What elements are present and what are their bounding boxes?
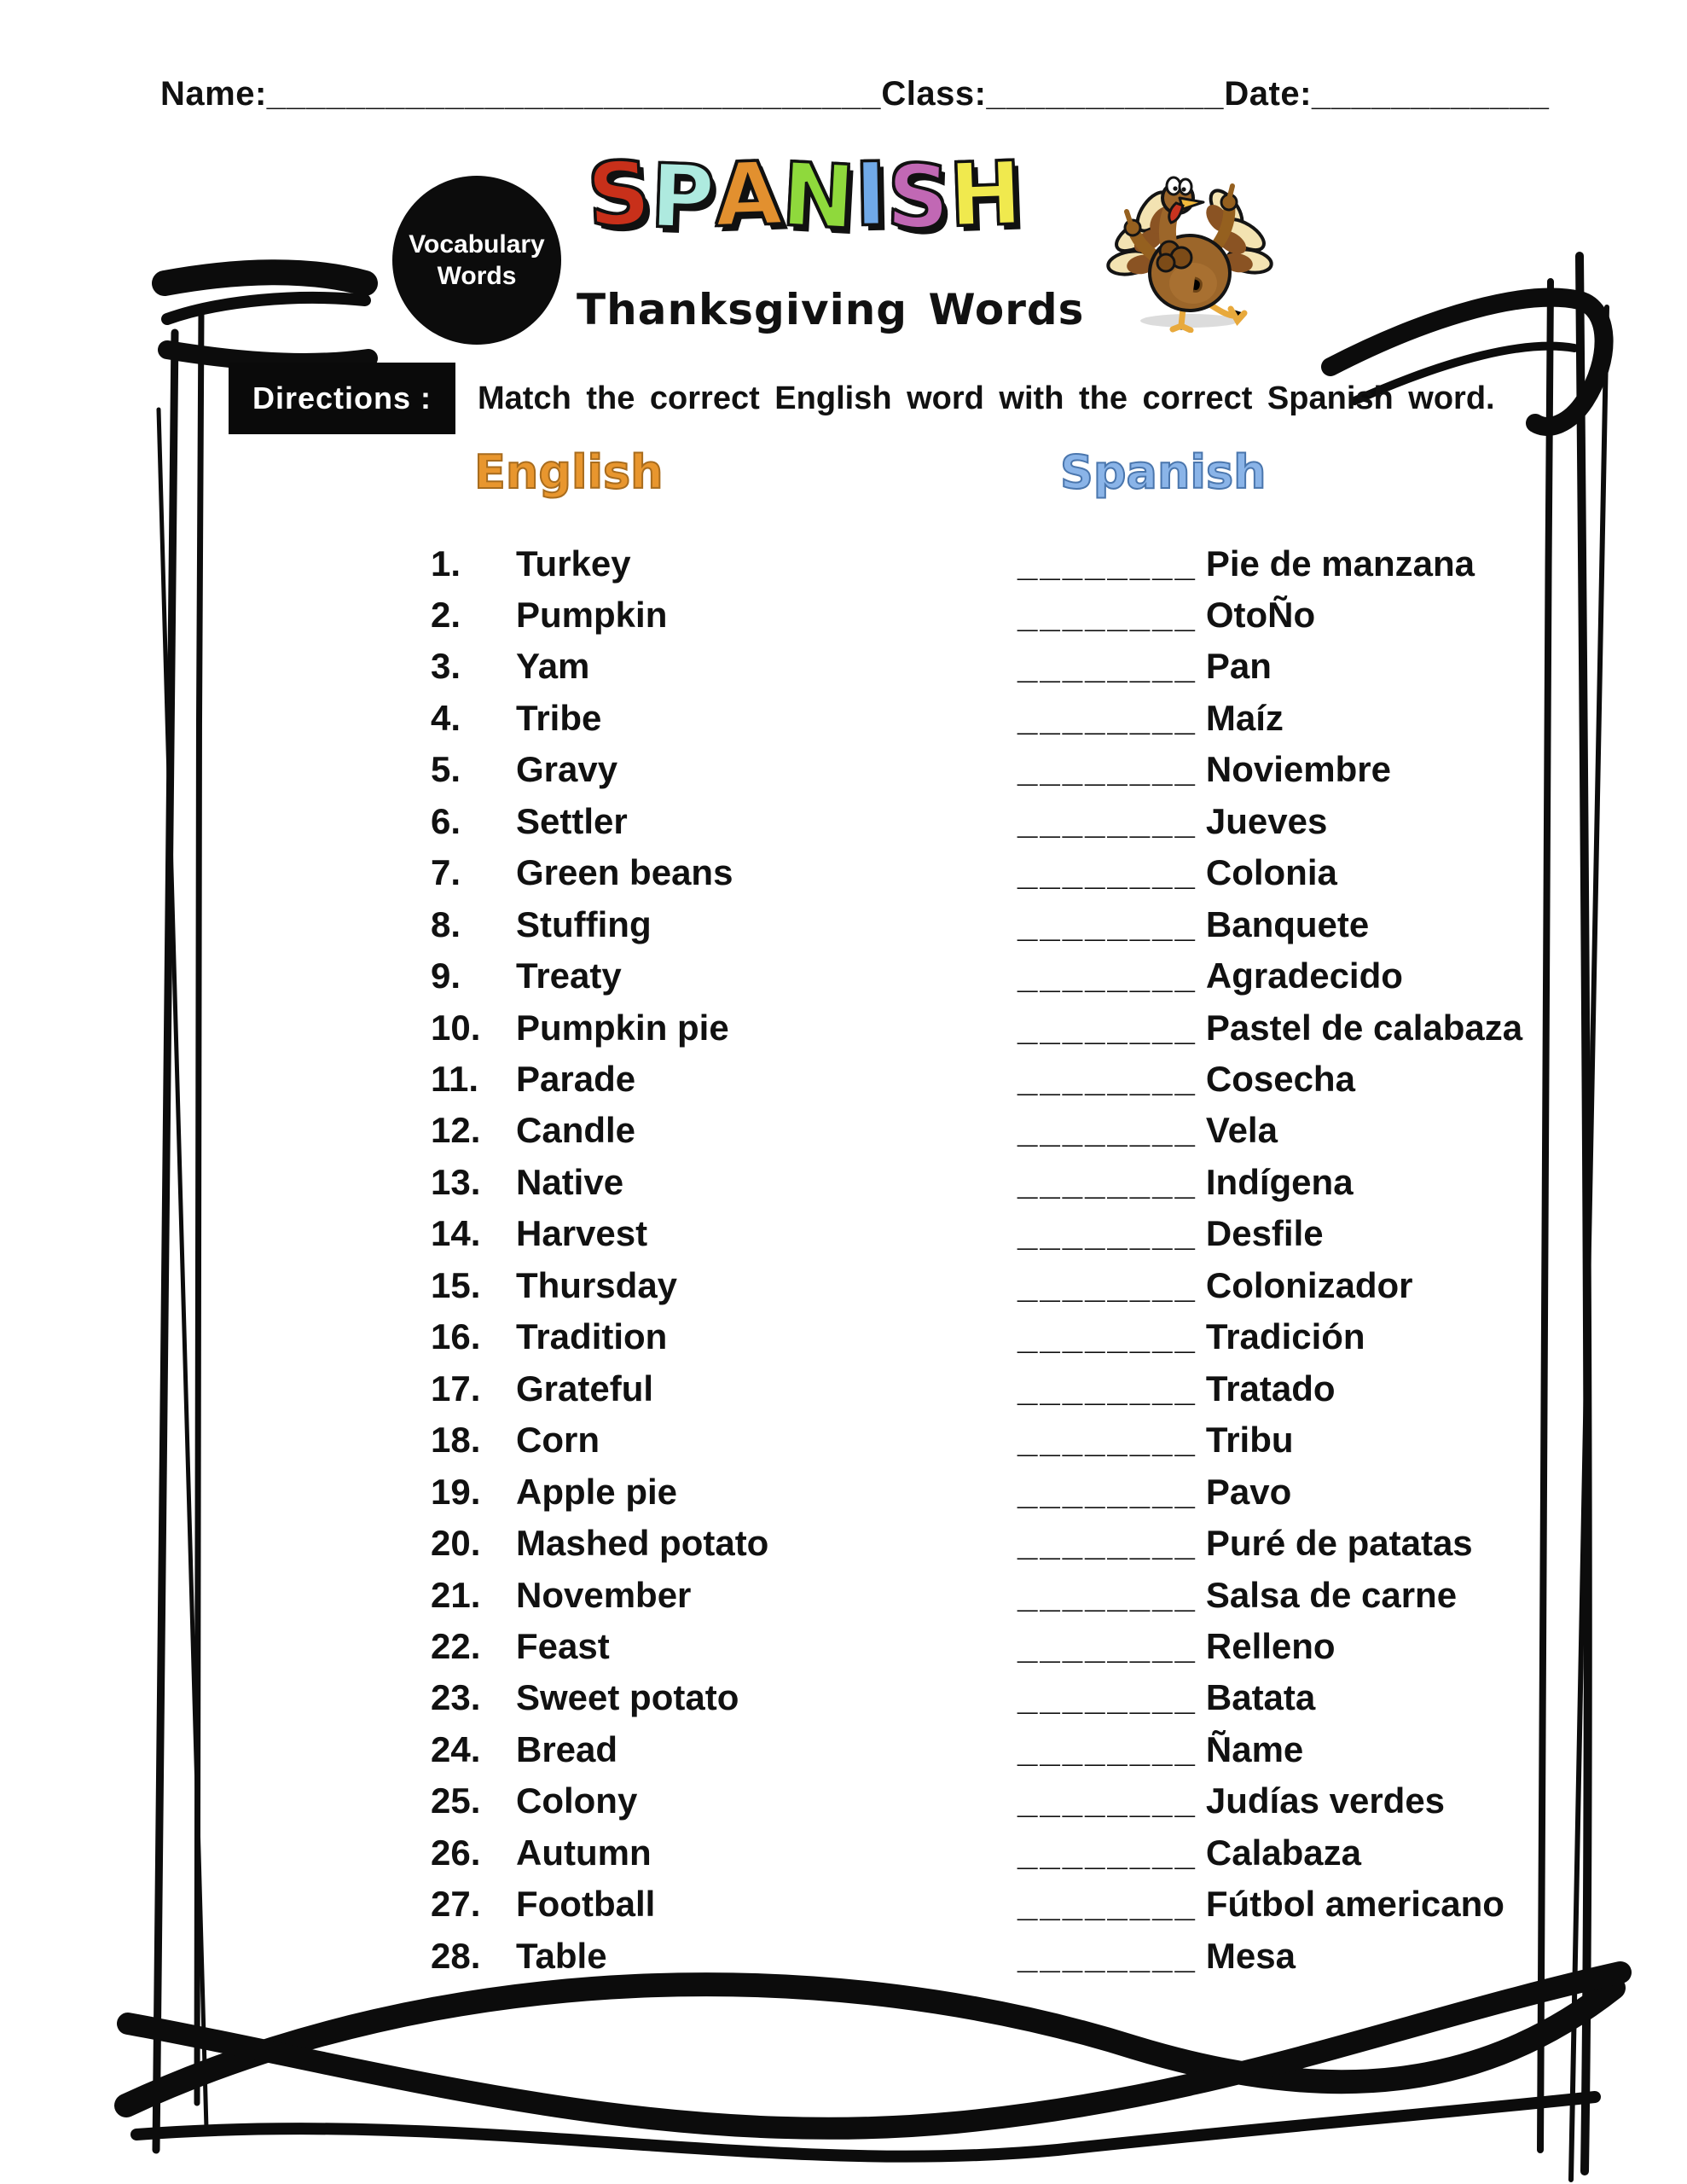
spanish-word: Colonia: [1205, 852, 1337, 893]
row-number: 11.: [431, 1059, 479, 1099]
row-number: 15.: [431, 1264, 481, 1305]
vocabulary-words-badge: [392, 176, 561, 345]
word-row: [431, 795, 1625, 847]
row-number: 28.: [431, 1935, 481, 1976]
word-row: [431, 898, 1625, 950]
spanish-word: Desfile: [1205, 1213, 1324, 1254]
word-row: [431, 744, 1625, 796]
word-row: [431, 1620, 1625, 1672]
spanish-word: Ñame: [1205, 1728, 1304, 1769]
student-info-header: [160, 75, 1559, 113]
english-word: Stuffing: [516, 903, 652, 944]
spanish-word: Pastel de calabaza: [1205, 1007, 1523, 1048]
answer-blank[interactable]: ________: [1017, 1935, 1197, 1976]
spanish-word: Tribu: [1205, 1420, 1294, 1461]
spanish-word: Mesa: [1205, 1935, 1296, 1976]
word-row: [431, 1930, 1625, 1982]
spanish-cell: [1017, 1110, 1625, 1151]
word-row: [431, 950, 1625, 1002]
spanish-cell: [1017, 1213, 1625, 1254]
row-number: 3.: [431, 646, 461, 687]
row-number: 24.: [431, 1728, 481, 1769]
answer-blank[interactable]: ________: [1017, 956, 1197, 996]
word-row: [431, 1054, 1625, 1106]
spanish-cell: [1017, 646, 1625, 687]
class-label: Class:: [881, 75, 987, 113]
answer-blank[interactable]: ________: [1017, 1007, 1197, 1048]
word-row: [431, 1208, 1625, 1260]
row-number: 9.: [431, 956, 461, 996]
row-number: 4.: [431, 697, 461, 738]
title-letter: A: [712, 142, 784, 247]
row-number: 8.: [431, 903, 461, 944]
title-letter: H: [948, 142, 1024, 247]
word-row: [431, 1002, 1625, 1054]
english-word: Yam: [516, 646, 590, 687]
spanish-cell: [1017, 1884, 1625, 1925]
answer-blank[interactable]: ________: [1017, 903, 1197, 944]
spanish-word: Judías verdes: [1205, 1780, 1446, 1821]
english-word: November: [516, 1574, 692, 1615]
english-word: Parade: [516, 1059, 636, 1099]
word-row: [431, 692, 1625, 744]
spanish-cell: [1017, 956, 1625, 996]
answer-blank[interactable]: ________: [1017, 1059, 1197, 1099]
english-word: Gravy: [516, 749, 618, 790]
date-blank-line[interactable]: ____________: [1311, 75, 1550, 113]
spanish-word: Puré de patatas: [1205, 1523, 1473, 1564]
title-letter: N: [779, 143, 857, 250]
row-number: 26.: [431, 1832, 481, 1873]
word-row: [431, 1569, 1625, 1621]
word-row: [431, 1827, 1625, 1879]
answer-blank[interactable]: ________: [1017, 1523, 1197, 1564]
spanish-cell: [1017, 904, 1625, 945]
word-match-list: [431, 537, 1625, 1988]
spanish-word: OtoÑo: [1205, 594, 1316, 635]
spanish-word: Jueves: [1205, 800, 1328, 841]
spanish-cell: [1017, 698, 1625, 739]
spanish-cell: [1017, 1008, 1625, 1048]
spanish-word: Pavo: [1205, 1471, 1292, 1512]
english-word: Treaty: [516, 956, 622, 996]
word-row: [431, 1311, 1625, 1363]
answer-blank[interactable]: ________: [1017, 1264, 1197, 1305]
english-word: Colony: [516, 1780, 638, 1821]
row-number: 13.: [431, 1161, 481, 1202]
english-word: Native: [516, 1161, 624, 1202]
english-word: Bread: [516, 1728, 618, 1769]
row-number: 16.: [431, 1316, 481, 1357]
spanish-word: Fútbol americano: [1205, 1884, 1504, 1925]
spanish-word: Calabaza: [1205, 1832, 1361, 1873]
answer-blank[interactable]: ________: [1017, 1420, 1197, 1461]
spanish-cell: [1017, 1523, 1625, 1564]
answer-blank[interactable]: ________: [1017, 1471, 1197, 1512]
spanish-cell: [1017, 1575, 1625, 1616]
name-blank-line[interactable]: _______________________________: [266, 75, 882, 113]
english-word: Sweet potato: [516, 1677, 739, 1718]
spanish-cell: [1017, 1780, 1625, 1821]
spanish-cell: [1017, 1626, 1625, 1667]
row-number: 14.: [431, 1213, 481, 1254]
spanish-cell: [1017, 595, 1625, 636]
spanish-word: Vela: [1205, 1110, 1278, 1151]
directions-text: Match the correct English word with the correct Spanish word.: [478, 380, 1495, 416]
word-row: [431, 1466, 1625, 1518]
spanish-cell: [1017, 1472, 1625, 1513]
row-number: 23.: [431, 1677, 481, 1718]
english-word: Thursday: [516, 1264, 678, 1305]
english-word: Turkey: [516, 543, 631, 584]
answer-blank[interactable]: ________: [1017, 1110, 1197, 1151]
english-word: Feast: [516, 1625, 610, 1666]
row-number: 17.: [431, 1368, 481, 1409]
english-word: Candle: [516, 1110, 636, 1151]
spanish-cell: [1017, 1420, 1625, 1461]
answer-blank[interactable]: ________: [1017, 1625, 1197, 1666]
row-number: 2.: [431, 594, 461, 635]
english-word: Tradition: [516, 1316, 668, 1357]
english-word: Pumpkin: [516, 594, 668, 635]
spanish-word: Noviembre: [1205, 749, 1391, 790]
row-number: 1.: [431, 543, 461, 584]
answer-blank[interactable]: ________: [1017, 1780, 1197, 1821]
word-row: [431, 1156, 1625, 1208]
spanish-word: Tratado: [1205, 1368, 1336, 1409]
word-row: [431, 1105, 1625, 1157]
word-row: [431, 847, 1625, 899]
answer-blank[interactable]: ________: [1017, 1832, 1197, 1873]
spanish-cell: [1017, 1162, 1625, 1203]
word-row: [431, 1775, 1625, 1827]
row-number: 18.: [431, 1420, 481, 1461]
answer-blank[interactable]: ________: [1017, 1316, 1197, 1357]
answer-blank[interactable]: ________: [1017, 646, 1197, 687]
answer-blank[interactable]: ________: [1017, 1161, 1197, 1202]
answer-blank[interactable]: ________: [1017, 1574, 1197, 1615]
answer-blank[interactable]: ________: [1017, 543, 1197, 584]
directions-label: Directions :: [252, 380, 432, 415]
date-label: Date:: [1224, 75, 1312, 113]
english-word: Mashed potato: [516, 1523, 769, 1564]
answer-blank[interactable]: ________: [1017, 1677, 1197, 1718]
word-row: [431, 1362, 1625, 1414]
badge-line1: Vocabulary: [409, 229, 545, 258]
row-number: 6.: [431, 800, 461, 841]
word-row: [431, 1879, 1625, 1931]
word-row: [431, 537, 1625, 590]
title-letter: S: [884, 145, 952, 250]
answer-blank[interactable]: ________: [1017, 1368, 1197, 1409]
english-word: Football: [516, 1884, 656, 1925]
directions-label-box: [229, 363, 455, 434]
english-word: Harvest: [516, 1213, 648, 1254]
title-spanish: [585, 142, 1024, 250]
word-row: [431, 641, 1625, 693]
title-letter: I: [853, 143, 888, 247]
word-row: [431, 589, 1625, 641]
answer-blank[interactable]: ________: [1017, 800, 1197, 841]
spanish-cell: [1017, 1936, 1625, 1977]
title-subtitle: Thanksgiving Words: [577, 285, 1085, 334]
row-number: 22.: [431, 1625, 481, 1666]
spanish-cell: [1017, 1265, 1625, 1306]
word-row: [431, 1723, 1625, 1775]
answer-blank[interactable]: ________: [1017, 1884, 1197, 1925]
spanish-word: Colonizador: [1205, 1264, 1413, 1305]
spanish-cell: [1017, 749, 1625, 790]
english-word: Corn: [516, 1420, 600, 1461]
spanish-cell: [1017, 1833, 1625, 1873]
row-number: 7.: [431, 852, 461, 893]
row-number: 19.: [431, 1471, 481, 1512]
spanish-cell: [1017, 543, 1625, 584]
row-number: 27.: [431, 1884, 481, 1925]
english-word: Table: [516, 1935, 607, 1976]
row-number: 10.: [431, 1007, 481, 1048]
spanish-cell: [1017, 801, 1625, 842]
row-number: 12.: [431, 1110, 481, 1151]
english-word: Autumn: [516, 1832, 652, 1873]
column-header-spanish: Spanish: [1060, 445, 1267, 499]
name-label: Name:: [160, 75, 267, 113]
spanish-cell: [1017, 1316, 1625, 1357]
spanish-cell: [1017, 1729, 1625, 1770]
spanish-word: Batata: [1205, 1677, 1316, 1718]
english-word: Pumpkin pie: [516, 1007, 729, 1048]
spanish-cell: [1017, 1677, 1625, 1718]
title-letter: P: [648, 145, 716, 250]
answer-blank[interactable]: ________: [1017, 1728, 1197, 1769]
spanish-word: Tradición: [1205, 1316, 1365, 1357]
spanish-word: Pie de manzana: [1205, 543, 1475, 584]
english-word: Apple pie: [516, 1471, 678, 1512]
english-word: Grateful: [516, 1368, 654, 1409]
column-header-english: English: [474, 445, 664, 499]
answer-blank[interactable]: ________: [1017, 749, 1197, 790]
turkey-icon: [1102, 162, 1278, 333]
word-row: [431, 1518, 1625, 1570]
row-number: 5.: [431, 749, 461, 790]
spanish-cell: [1017, 1059, 1625, 1100]
answer-blank[interactable]: ________: [1017, 697, 1197, 738]
answer-blank[interactable]: ________: [1017, 594, 1197, 635]
spanish-word: Banquete: [1205, 903, 1370, 944]
spanish-word: Indígena: [1205, 1161, 1354, 1202]
row-number: 25.: [431, 1780, 481, 1821]
class-blank-line[interactable]: ____________: [986, 75, 1225, 113]
word-row: [431, 1672, 1625, 1724]
spanish-word: Relleno: [1205, 1625, 1336, 1666]
english-word: Settler: [516, 800, 628, 841]
answer-blank[interactable]: ________: [1017, 852, 1197, 893]
spanish-word: Pan: [1205, 646, 1272, 687]
english-word: Tribe: [516, 697, 602, 738]
spanish-cell: [1017, 852, 1625, 893]
row-number: 21.: [431, 1574, 481, 1615]
word-row: [431, 1414, 1625, 1467]
spanish-word: Maíz: [1205, 697, 1284, 738]
spanish-word: Cosecha: [1205, 1059, 1355, 1099]
row-number: 20.: [431, 1523, 481, 1564]
title-letter: S: [585, 142, 653, 247]
badge-line2: Words: [437, 262, 517, 290]
spanish-word: Agradecido: [1205, 956, 1403, 996]
word-row: [431, 1259, 1625, 1311]
spanish-word: Salsa de carne: [1205, 1574, 1458, 1615]
answer-blank[interactable]: ________: [1017, 1213, 1197, 1254]
spanish-cell: [1017, 1368, 1625, 1409]
english-word: Green beans: [516, 852, 733, 893]
